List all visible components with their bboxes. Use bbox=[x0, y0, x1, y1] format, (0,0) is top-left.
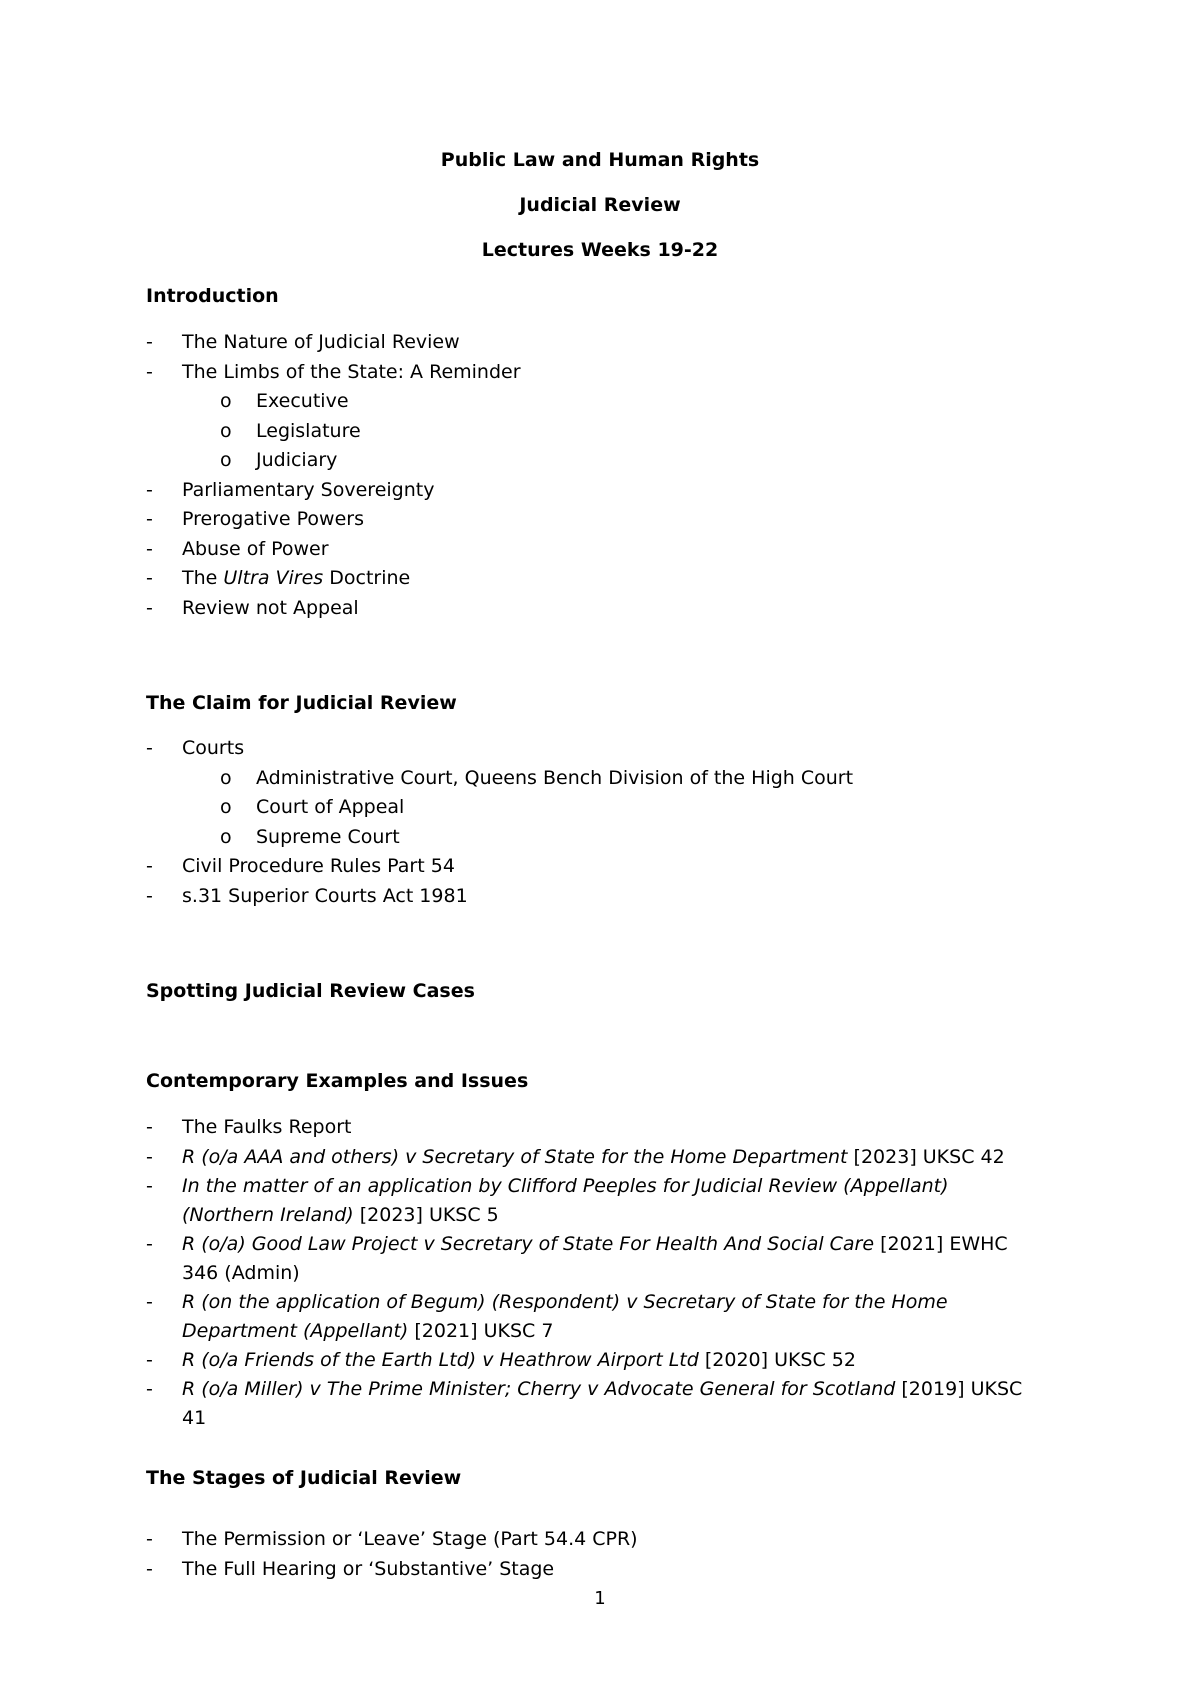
introduction-list bbox=[146, 328, 1046, 623]
stages-list bbox=[146, 1525, 1046, 1584]
list-item: - Abuse of Power bbox=[146, 535, 1046, 565]
case-name: R (o/a Miller) v The Prime Minister; Cherry v Advocate General for Scotland bbox=[182, 1377, 896, 1400]
list-item: - s.31 Superior Courts Act 1981 bbox=[146, 882, 1046, 912]
case-name: In the matter of an application by Clifford Peeples for Judicial Review (Appellant) (Northern Ireland) bbox=[182, 1174, 949, 1226]
list-item: - Courts bbox=[146, 734, 1046, 764]
sub-list-item: o Court of Appeal bbox=[146, 793, 1046, 823]
text-run: Doctrine bbox=[323, 567, 411, 589]
list-item bbox=[146, 1230, 1026, 1288]
text-run: The bbox=[182, 567, 224, 589]
sub-list-item: o Executive bbox=[146, 387, 1046, 417]
case-name: R (on the application of Begum) (Respondent) v Secretary of State for the Home Department (Appellant) bbox=[182, 1290, 948, 1342]
case-name: R (o/a AAA and others) v Secretary of State for the Home Department bbox=[182, 1145, 848, 1168]
italic-term: Ultra Vires bbox=[223, 567, 324, 589]
list-item bbox=[146, 1346, 1026, 1375]
case-citation: [2019] UKSC 41 bbox=[182, 1377, 1023, 1429]
claim-heading: The Claim for Judicial Review bbox=[146, 692, 457, 714]
list-item bbox=[146, 1172, 1026, 1230]
case-citation: [2023] UKSC 42 bbox=[847, 1145, 1005, 1168]
topic-title: Judicial Review bbox=[519, 194, 681, 216]
list-item bbox=[146, 1143, 1026, 1172]
sub-list-item: o Supreme Court bbox=[146, 823, 1046, 853]
list-item bbox=[146, 1288, 1026, 1346]
lectures-title: Lectures Weeks 19-22 bbox=[481, 239, 719, 261]
list-item: - Civil Procedure Rules Part 54 bbox=[146, 852, 1046, 882]
list-item: - Review not Appeal bbox=[146, 594, 1046, 624]
list-item: - The Permission or ‘Leave’ Stage (Part 54.4 CPR) bbox=[146, 1525, 1046, 1555]
case-citation: [2021] UKSC 7 bbox=[408, 1319, 554, 1342]
case-citation: [2023] UKSC 5 bbox=[353, 1203, 499, 1226]
case-name: R (o/a) Good Law Project v Secretary of State For Health And Social Care bbox=[182, 1232, 875, 1255]
list-item bbox=[146, 564, 1046, 594]
list-item: - The Full Hearing or ‘Substantive’ Stage bbox=[146, 1555, 1046, 1585]
case-name: R (o/a Friends of the Earth Ltd) v Heathrow Airport Ltd bbox=[182, 1348, 699, 1371]
course-title: Public Law and Human Rights bbox=[440, 149, 760, 171]
list-item: - Parliamentary Sovereignty bbox=[146, 476, 1046, 506]
case-citation: [2021] EWHC 346 (Admin) bbox=[182, 1232, 1008, 1284]
list-item: - Prerogative Powers bbox=[146, 505, 1046, 535]
stages-heading: The Stages of Judicial Review bbox=[146, 1467, 462, 1489]
list-item: - The Limbs of the State: A Reminder bbox=[146, 358, 1046, 388]
list-item: - The Faulks Report bbox=[146, 1113, 1026, 1143]
list-item bbox=[146, 1375, 1026, 1433]
sub-list-item: o Legislature bbox=[146, 417, 1046, 447]
examples-heading: Contemporary Examples and Issues bbox=[146, 1070, 529, 1092]
sub-list-item: o Administrative Court, Queens Bench Division of the High Court bbox=[146, 764, 1046, 794]
list-item: - The Nature of Judicial Review bbox=[146, 328, 1046, 358]
spotting-heading: Spotting Judicial Review Cases bbox=[146, 980, 475, 1002]
page-number: 1 bbox=[594, 1588, 606, 1609]
claim-list bbox=[146, 734, 1046, 911]
examples-list bbox=[146, 1113, 1026, 1433]
sub-list-item: o Judiciary bbox=[146, 446, 1046, 476]
case-citation: [2020] UKSC 52 bbox=[698, 1348, 856, 1371]
introduction-heading: Introduction bbox=[146, 285, 279, 307]
